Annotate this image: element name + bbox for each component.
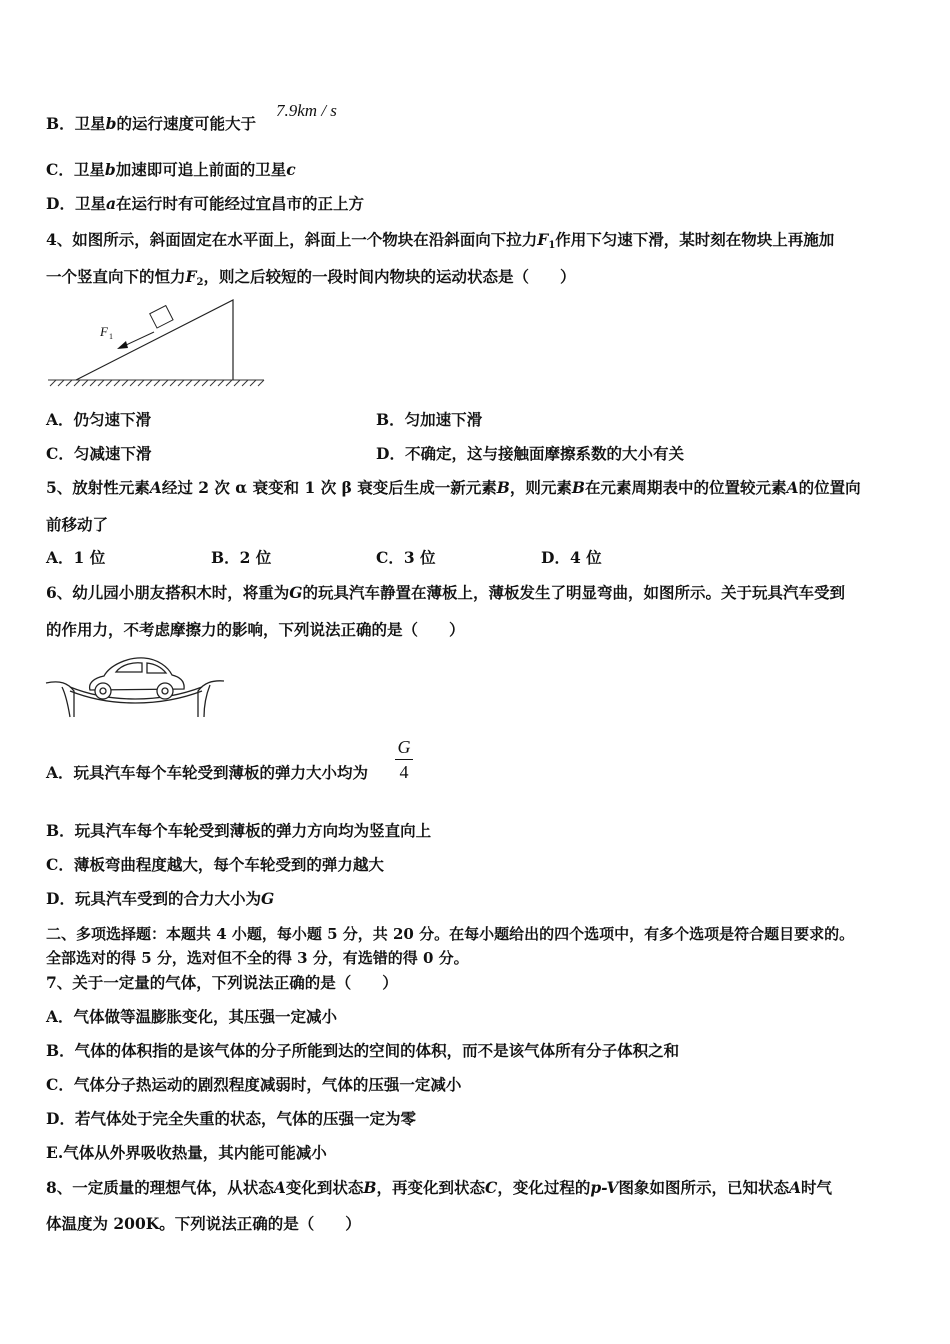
q5-text-d: 在元素周期表中的位置较元素 <box>585 478 787 497</box>
q8-var-c: C <box>484 1178 498 1197</box>
q7-option-a: A．气体做等温膨胀变化，其压强一定减小 <box>46 1007 338 1026</box>
q5-stem-line1 <box>46 478 861 498</box>
q5-var-b1: B <box>496 478 510 497</box>
section2-heading-line2: 全部选对的得 5 分，选对但不全的得 3 分，有选错的得 0 分。 <box>46 949 469 967</box>
q4-stem-part-b: 作用下匀速下滑，某时刻在物块上再施加 <box>555 230 835 249</box>
q6-stem-line1 <box>46 583 845 603</box>
q8-text-c: ，再变化到状态 <box>376 1178 485 1197</box>
q3-option-c-text: C．卫星 <box>46 160 105 179</box>
q4-option-b: B．匀加速下滑 <box>376 410 483 429</box>
q3-option-b-text: B．卫星 <box>46 114 106 133</box>
q5-stem-line2: 前移动了 <box>46 515 109 534</box>
q4-force-f1: F <box>537 230 549 249</box>
q6-fraction-denominator: 4 <box>399 762 409 782</box>
q5-option-b: B．2 位 <box>211 548 272 567</box>
q8-text-b: 变化到状态 <box>285 1178 364 1197</box>
q4-figure-f-sub: 1 <box>109 332 113 341</box>
q4-option-c: C．匀减速下滑 <box>46 444 152 463</box>
q4-figure-f-label: F <box>100 324 108 339</box>
q4-stem-line1 <box>46 230 834 256</box>
q8-text-a: 8、一定质量的理想气体，从状态 <box>46 1178 274 1197</box>
q8-text-e: 图象如图所示，已知状态 <box>618 1178 790 1197</box>
q7-option-e: E.气体从外界吸收热量，其内能可能减小 <box>46 1143 327 1162</box>
q6-fraction-numerator: G <box>397 737 411 757</box>
q6-option-d-var: G <box>260 889 275 908</box>
q3-option-c-var: b <box>104 160 116 179</box>
q8-var-pv: p-V <box>590 1178 619 1197</box>
q8-text-f: 时气 <box>801 1178 833 1197</box>
q4-incline-figure <box>40 290 280 390</box>
q6-option-a-fraction <box>395 737 413 782</box>
q6-option-c: C．薄板弯曲程度越大，每个车轮受到的弹力越大 <box>46 855 384 874</box>
q8-stem-line2: 体温度为 200K。下列说法正确的是（ ） <box>46 1214 361 1233</box>
q4-option-a: A．仍匀速下滑 <box>46 410 152 429</box>
q5-text-b: 经过 2 次 α 衰变和 1 次 β 衰变后生成一新元素 <box>161 478 497 497</box>
q7-option-d: D．若气体处于完全失重的状态，气体的压强一定为零 <box>46 1109 416 1128</box>
q8-var-a2: A <box>789 1178 802 1197</box>
q6-option-b: B．玩具汽车每个车轮受到薄板的弹力方向均为竖直向上 <box>46 821 432 840</box>
q5-text-c: ，则元素 <box>509 478 572 497</box>
q4-option-d: D．不确定，这与接触面摩擦系数的大小有关 <box>376 444 684 463</box>
q6-text-a: 6、幼儿园小朋友搭积木时，将重为 <box>46 583 290 602</box>
q8-stem-line1 <box>46 1178 832 1198</box>
q4-stem-part-a: 4、如图所示，斜面固定在水平面上，斜面上一个物块在沿斜面向下拉力 <box>46 230 538 249</box>
q3-option-d-var: a <box>105 194 116 213</box>
section2-heading-line1: 二、多项选择题：本题共 4 小题，每小题 5 分，共 20 分。在每小题给出的四个选项中，有多个选项是符合题目要求的。 <box>46 925 855 943</box>
q5-option-d: D．4 位 <box>541 548 602 567</box>
q5-option-a: A．1 位 <box>46 548 106 567</box>
q3-option-d <box>46 194 364 214</box>
q3-option-c-var2: c <box>286 160 296 179</box>
q3-option-b-text2: 的运行速度可能大于 <box>116 114 256 133</box>
q6-text-b: 的玩具汽车静置在薄板上，薄板发生了明显弯曲，如图所示。关于玩具汽车受到 <box>302 583 846 602</box>
q5-var-a1: A <box>149 478 162 497</box>
q3-option-d-text2: 在运行时有可能经过宜昌市的正上方 <box>116 194 365 213</box>
q7-option-b: B．气体的体积指的是该气体的分子所能到达的空间的体积，而不是该气体所有分子体积之和 <box>46 1041 680 1060</box>
q4-force-f2-sub: 2 <box>196 277 204 288</box>
q5-var-b2: B <box>571 478 586 497</box>
q7-stem: 7、关于一定量的气体，下列说法正确的是（ ） <box>46 973 398 992</box>
q3-speed-formula: 7.9km / s <box>276 101 337 120</box>
q8-var-a1: A <box>273 1178 286 1197</box>
q5-text-e: 的位置向 <box>798 478 861 497</box>
q8-var-b: B <box>363 1178 377 1197</box>
q3-option-b <box>46 114 256 134</box>
q6-option-d <box>46 889 274 909</box>
q6-option-a: A．玩具汽车每个车轮受到薄板的弹力大小均为 <box>46 763 369 782</box>
q3-option-c <box>46 160 296 180</box>
q4-force-f1-sub: 1 <box>548 240 556 251</box>
q6-option-d-text: D．玩具汽车受到的合力大小为 <box>46 889 261 908</box>
q5-text-a: 5、放射性元素 <box>46 478 150 497</box>
q4-stem-part-c: 一个竖直向下的恒力 <box>46 267 186 286</box>
q7-option-c: C．气体分子热运动的剧烈程度减弱时，气体的压强一定减小 <box>46 1075 462 1094</box>
q5-option-c: C．3 位 <box>376 548 436 567</box>
q3-option-b-var: b <box>105 114 117 133</box>
q3-option-c-text2: 加速即可追上前面的卫星 <box>115 160 287 179</box>
q4-force-f2: F <box>185 267 197 286</box>
q3-option-d-text: D．卫星 <box>46 194 106 213</box>
q5-var-a2: A <box>786 478 799 497</box>
q6-toy-car-figure <box>40 645 240 725</box>
q6-stem-line2: 的作用力，不考虑摩擦力的影响，下列说法正确的是（ ） <box>46 620 465 639</box>
q6-var-g: G <box>289 583 303 602</box>
q8-text-d: ，变化过程的 <box>497 1178 591 1197</box>
q4-stem-part-d: ，则之后较短的一段时间内物块的运动状态是（ ） <box>203 267 576 286</box>
q6-fraction-bar <box>395 759 413 760</box>
